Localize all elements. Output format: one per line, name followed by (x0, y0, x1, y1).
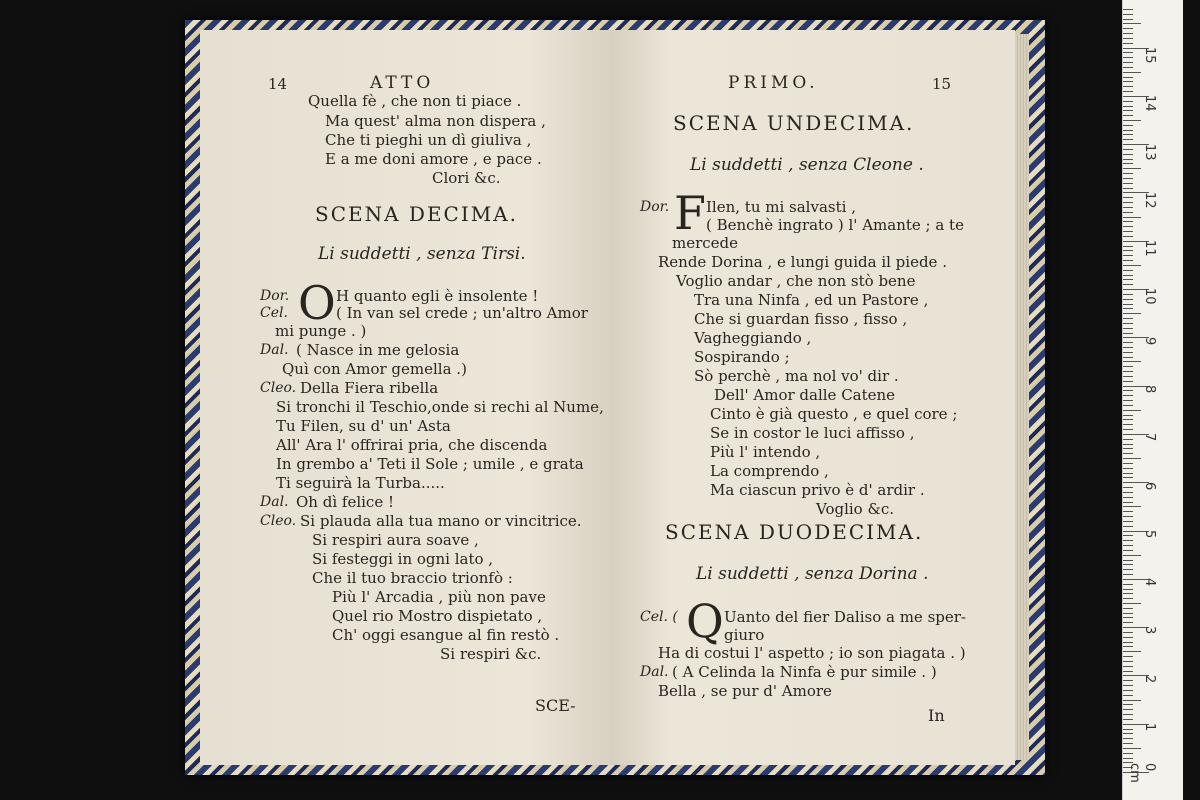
ruler-tick (1123, 318, 1133, 319)
text-line: Sò perchè , ma nol vo' dir . (694, 367, 899, 385)
ruler-tick (1123, 685, 1133, 686)
ruler-tick (1123, 545, 1133, 546)
ruler-tick (1123, 584, 1133, 585)
ruler-tick (1123, 468, 1133, 469)
text-line: mercede (672, 234, 739, 252)
ruler-tick (1123, 260, 1133, 261)
ruler-tick (1123, 622, 1133, 623)
ruler-tick (1123, 188, 1133, 189)
running-head-right: PRIMO. (728, 73, 819, 93)
ruler-tick (1123, 67, 1133, 68)
ruler-tick (1123, 758, 1133, 759)
ruler-tick (1123, 738, 1133, 739)
ruler-tick (1123, 704, 1133, 705)
ruler-tick (1123, 497, 1133, 498)
drop-cap: Q (686, 594, 724, 648)
text-line: Si respiri aura soave , (312, 531, 479, 549)
ruler-tick (1123, 168, 1141, 169)
ruler-tick (1123, 202, 1133, 203)
ruler-tick (1123, 540, 1133, 541)
ruler-tick (1123, 729, 1133, 730)
text-line: E a me doni amore , e pace . (325, 150, 542, 168)
text-line: H quanto egli è insolente ! (336, 287, 539, 305)
text-line: Vagheggiando , (694, 329, 812, 347)
ruler-tick (1123, 632, 1133, 633)
ruler-tick (1123, 661, 1133, 662)
ruler-tick (1123, 38, 1133, 39)
ruler-tick (1123, 207, 1133, 208)
text-line: ( In van sel crede ; un'altro Amor (336, 304, 588, 322)
ruler-tick (1123, 700, 1141, 701)
ruler-tick (1123, 555, 1141, 556)
text-line: Più l' intendo , (710, 443, 821, 461)
drop-cap: O (298, 276, 336, 330)
ruler-tick (1123, 613, 1133, 614)
text-line: Si tronchi il Teschio,onde si rechi al Nume, (276, 398, 604, 416)
ruler-label: 1 (1142, 723, 1157, 732)
ruler-tick (1123, 366, 1133, 367)
ruler-tick (1123, 352, 1133, 353)
speaker-label: Dor. (640, 199, 670, 215)
ruler-tick (1123, 535, 1133, 536)
ruler-tick (1123, 72, 1141, 73)
ruler-tick (1123, 400, 1133, 401)
ruler-tick (1123, 516, 1133, 517)
ruler-tick (1123, 125, 1133, 126)
ruler-tick (1123, 361, 1141, 362)
ruler-tick (1123, 183, 1133, 184)
ruler-tick (1123, 589, 1133, 590)
text-line: La comprendo , (710, 462, 829, 480)
ruler-label: 0 cm (1127, 763, 1157, 783)
scene-subtitle: Li suddetti , senza Cleone . (690, 155, 924, 175)
text-line: Bella , se pur d' Amore (658, 682, 832, 700)
ruler-tick (1123, 81, 1133, 82)
speaker-label: Dor. (260, 288, 290, 304)
text-line: Si festeggi in ogni lato , (312, 550, 494, 568)
page-edges (1015, 34, 1029, 760)
drop-cap: F (674, 186, 706, 240)
ruler-tick (1123, 448, 1133, 449)
ruler-tick (1123, 347, 1133, 348)
ruler-tick (1123, 313, 1141, 314)
ruler-tick (1123, 419, 1133, 420)
ruler-tick (1123, 265, 1141, 266)
ruler-tick (1123, 444, 1133, 445)
text-line: Uanto del fier Daliso a me sper- (724, 608, 966, 626)
ruler-tick (1123, 197, 1133, 198)
ruler-tick (1123, 753, 1133, 754)
ruler-label: 4 (1142, 578, 1157, 587)
ruler-label: 5 (1142, 530, 1157, 539)
ruler-label: 15 (1142, 47, 1157, 64)
ruler-tick (1123, 656, 1133, 657)
ruler-tick (1123, 410, 1141, 411)
text-line: Cinto è già questo , e quel core ; (710, 405, 958, 423)
text-line: Tra una Ninfa , ed un Pastore , (694, 291, 929, 309)
ruler-tick (1123, 550, 1133, 551)
text-line: Sospirando ; (694, 348, 790, 366)
text-line: Ti seguirà la Turba..... (276, 474, 445, 492)
ruler-tick (1123, 371, 1133, 372)
scene-title: SCENA DUODECIMA. (665, 520, 924, 544)
text-line: Si plauda alla tua mano or vincitrice. (300, 512, 582, 530)
ruler-tick (1123, 342, 1133, 343)
ruler-tick (1123, 226, 1133, 227)
ruler-tick (1123, 212, 1133, 213)
ruler-tick (1123, 492, 1133, 493)
scene-subtitle: Li suddetti , senza Dorina . (696, 564, 929, 584)
ruler-tick (1123, 709, 1133, 710)
speaker-label: Cel. (260, 305, 288, 321)
ruler-tick (1123, 608, 1133, 609)
text-line: Voglio &c. (816, 500, 895, 518)
text-line: Ilen, tu mi salvasti , (706, 198, 856, 216)
ruler-tick (1123, 395, 1133, 396)
text-line: Che si guardan fisso , fisso , (694, 310, 908, 328)
ruler-tick (1123, 250, 1133, 251)
scene-title: SCENA UNDECIMA. (673, 111, 915, 135)
ruler-tick (1123, 246, 1133, 247)
ruler-tick (1123, 637, 1133, 638)
ruler-tick (1123, 560, 1133, 561)
ruler-label: 3 (1142, 626, 1157, 635)
ruler-tick (1123, 569, 1133, 570)
text-line: ( Nasce in me gelosia (296, 341, 460, 359)
ruler-tick (1123, 714, 1133, 715)
text-line: Se in costor le luci affisso , (710, 424, 915, 442)
text-line: Ma ciascun privo è d' ardir . (710, 481, 925, 499)
ruler-tick (1123, 328, 1133, 329)
ruler-tick (1123, 593, 1133, 594)
ruler-tick (1123, 304, 1133, 305)
text-line: Ma quest' alma non dispera , (325, 112, 546, 130)
ruler-tick (1123, 680, 1133, 681)
speaker-label: Dal. (260, 342, 289, 358)
ruler-tick (1123, 14, 1133, 15)
text-line: Rende Dorina , e lungi guida il piede . (658, 253, 947, 271)
ruler-tick (1123, 52, 1133, 53)
ruler-tick (1123, 120, 1141, 121)
ruler-tick (1123, 130, 1133, 131)
ruler-tick (1123, 719, 1133, 720)
text-line: Più l' Arcadia , più non pave (332, 588, 546, 606)
ruler-tick (1123, 603, 1141, 604)
ruler-tick (1123, 231, 1133, 232)
ruler-tick (1123, 19, 1133, 20)
ruler-tick (1123, 439, 1133, 440)
text-line: Che ti pieghi un dì giuliva , (325, 131, 532, 149)
ruler-tick (1123, 299, 1133, 300)
text-line: Oh dì felice ! (296, 493, 394, 511)
ruler-tick (1123, 139, 1133, 140)
ruler-tick (1123, 154, 1133, 155)
ruler-tick (1123, 502, 1133, 503)
ruler-tick (1123, 651, 1141, 652)
ruler-tick (1123, 115, 1133, 116)
ruler-label: 6 (1142, 482, 1157, 491)
ruler-tick (1123, 106, 1133, 107)
ruler-label: 7 (1142, 433, 1157, 442)
ruler-label: 8 (1142, 385, 1157, 394)
ruler-tick (1123, 221, 1133, 222)
right-page (610, 30, 1015, 765)
ruler-tick (1123, 521, 1133, 522)
ruler-tick (1123, 294, 1133, 295)
ruler-tick (1123, 390, 1133, 391)
text-line: giuro (724, 626, 765, 644)
ruler-tick (1123, 453, 1133, 454)
ruler-tick (1123, 357, 1133, 358)
ruler-tick (1123, 424, 1133, 425)
ruler-tick (1123, 733, 1133, 734)
text-line: Si respiri &c. (440, 645, 542, 663)
text-line: Voglio andar , che non stò bene (676, 272, 916, 290)
text-line: Dell' Amor dalle Catene (714, 386, 896, 404)
ruler-tick (1123, 91, 1133, 92)
speaker-label: Dal. (640, 664, 669, 680)
ruler-tick (1123, 275, 1133, 276)
ruler-tick (1123, 178, 1133, 179)
ruler-tick (1123, 666, 1133, 667)
text-line: In grembo a' Teti il Sole ; umile , e grata (276, 455, 584, 473)
ruler-label: 11 (1142, 240, 1157, 257)
ruler-tick (1123, 217, 1141, 218)
ruler-tick (1123, 487, 1133, 488)
text-line: Quella fè , che non ti piace . (308, 92, 522, 110)
left-page (200, 30, 610, 765)
ruler-tick (1123, 101, 1133, 102)
ruler-tick (1123, 477, 1133, 478)
ruler-tick (1123, 9, 1133, 10)
ruler-tick (1123, 236, 1133, 237)
ruler-label: 2 (1142, 675, 1157, 684)
ruler-tick (1123, 163, 1133, 164)
ruler-tick (1123, 159, 1133, 160)
text-line: ( A Celinda la Ninfa è pur simile . ) (672, 663, 937, 681)
ruler-tick (1123, 748, 1141, 749)
ruler-tick (1123, 415, 1133, 416)
ruler-label: 14 (1142, 95, 1157, 112)
ruler-tick (1123, 77, 1133, 78)
ruler-tick (1123, 284, 1133, 285)
ruler-tick (1123, 463, 1133, 464)
ruler-tick (1123, 646, 1133, 647)
ruler-tick (1123, 511, 1133, 512)
ruler-tick (1123, 57, 1133, 58)
ruler-tick (1123, 43, 1133, 44)
ruler-tick (1123, 23, 1141, 24)
speaker-label: Cleo. (260, 380, 297, 396)
ruler-tick (1123, 33, 1133, 34)
ruler-tick (1123, 149, 1133, 150)
catchword: In (928, 706, 945, 725)
ruler-tick (1123, 617, 1133, 618)
ruler-tick (1123, 110, 1133, 111)
text-line: Ch' oggi esangue al fin restò . (332, 626, 560, 644)
text-line: mi punge . ) (275, 322, 367, 340)
ruler-tick (1123, 574, 1133, 575)
ruler-tick (1123, 743, 1133, 744)
page-number-left: 14 (268, 75, 288, 93)
book (185, 20, 1045, 775)
ruler-label: 12 (1142, 192, 1157, 209)
text-line: Ha di costui l' aspetto ; io son piagata . ) (658, 644, 966, 662)
text-line: Clori &c. (432, 169, 501, 187)
text-line: Quel rio Mostro dispietato , (332, 607, 543, 625)
ruler-tick (1123, 381, 1133, 382)
text-line: Che il tuo braccio trionfò : (312, 569, 513, 587)
ruler-tick (1123, 458, 1141, 459)
ruler-tick (1123, 255, 1133, 256)
ruler-label: 9 (1142, 337, 1157, 346)
page-number-right: 15 (932, 75, 952, 93)
ruler-tick (1123, 690, 1133, 691)
ruler-label: 10 (1142, 288, 1157, 305)
running-head-left: ATTO (370, 73, 435, 93)
ruler-tick (1123, 506, 1141, 507)
ruler-tick (1123, 376, 1133, 377)
ruler-tick (1123, 333, 1133, 334)
ruler-tick (1123, 62, 1133, 63)
ruler-tick (1123, 279, 1133, 280)
ruler-tick (1123, 323, 1133, 324)
scene-subtitle: Li suddetti , senza Tirsi. (318, 244, 526, 264)
ruler-tick (1123, 671, 1133, 672)
speaker-label: Cel. ( (640, 609, 678, 625)
ruler-tick (1123, 270, 1133, 271)
text-line: Quì con Amor gemella .) (282, 360, 467, 378)
ruler-tick (1123, 564, 1133, 565)
ruler-label: 13 (1142, 144, 1157, 161)
ruler-tick (1123, 598, 1133, 599)
scene-title: SCENA DECIMA. (315, 202, 519, 226)
catchword: SCE- (535, 696, 576, 715)
ruler-tick (1123, 429, 1133, 430)
text-line: Tu Filen, su d' un' Asta (276, 417, 451, 435)
ruler-tick (1123, 173, 1133, 174)
measurement-ruler (1122, 0, 1183, 800)
speaker-label: Dal. (260, 494, 289, 510)
ruler-tick (1123, 28, 1133, 29)
ruler-tick (1123, 308, 1133, 309)
ruler-tick (1123, 86, 1133, 87)
ruler-tick (1123, 526, 1133, 527)
speaker-label: Cleo. (260, 513, 297, 529)
ruler-tick (1123, 134, 1133, 135)
text-line: All' Ara l' offrirai pria, che discenda (276, 436, 548, 454)
ruler-tick (1123, 473, 1133, 474)
ruler-tick (1123, 405, 1133, 406)
text-line: Della Fiera ribella (300, 379, 439, 397)
ruler-tick (1123, 642, 1133, 643)
ruler-tick (1123, 695, 1133, 696)
text-line: ( Benchè ingrato ) l' Amante ; a te (706, 216, 964, 234)
